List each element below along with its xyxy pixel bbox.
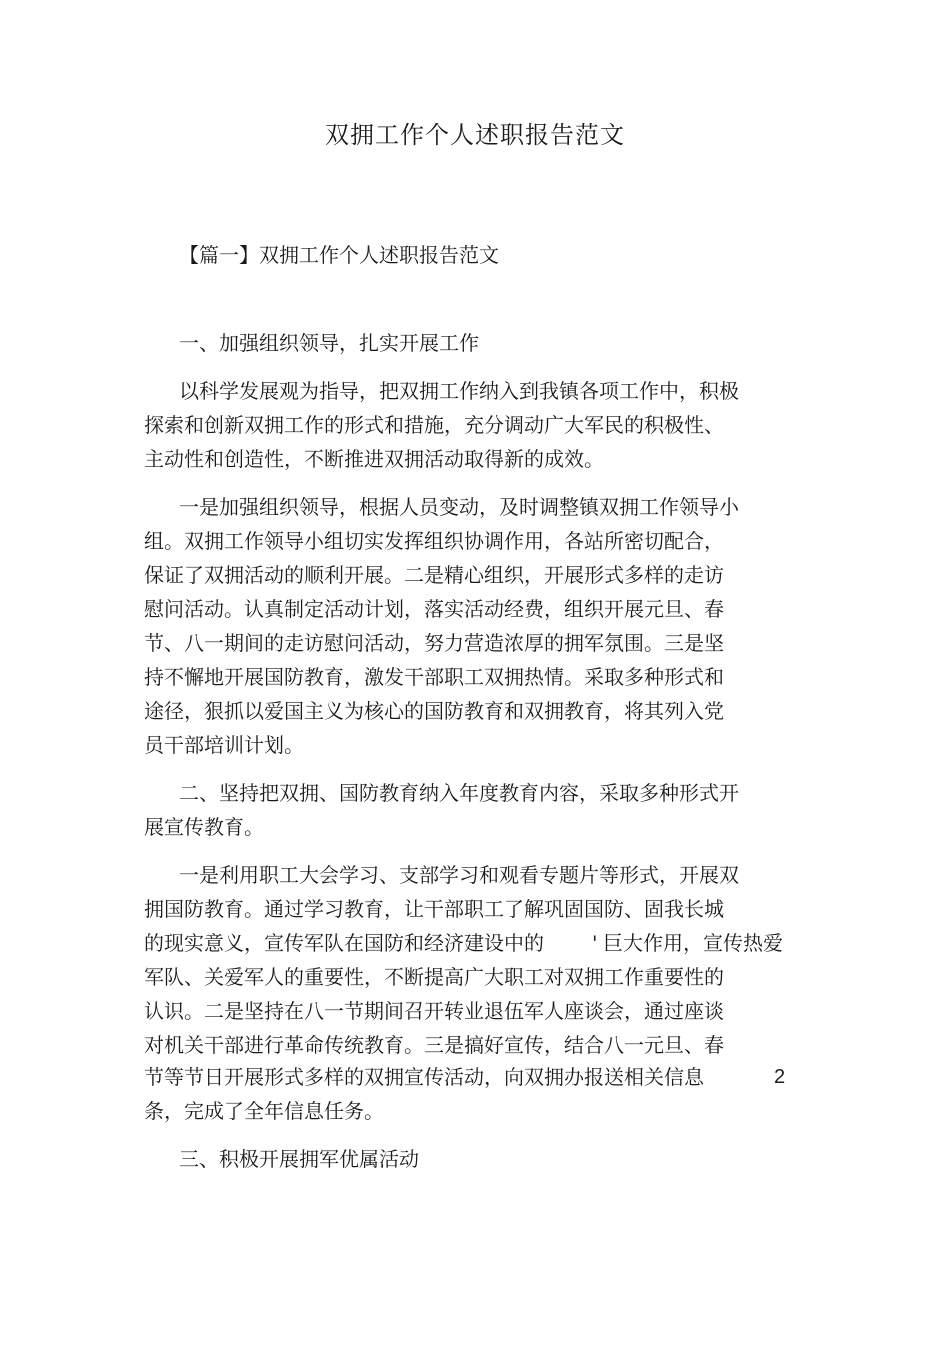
paragraph-3-line: 对机关干部进行革命传统教育。三是搞好宣传，结合八一元旦、春 — [144, 1033, 724, 1057]
section-heading: 【篇一】双拥工作个人述职报告范文 — [179, 243, 499, 267]
paragraph-3-line-continuation: 巨大作用，宣传热爱 — [603, 931, 783, 955]
paragraph-2-line: 一是加强组织领导，根据人员变动，及时调整镇双拥工作领导小 — [179, 495, 739, 519]
paragraph-1-line: 以科学发展观为指导，把双拥工作纳入到我镇各项工作中，积极 — [179, 379, 739, 403]
paragraph-2-line: 保证了双拥活动的顺利开展。二是精心组织，开展形式多样的走访 — [144, 563, 724, 587]
stray-quote-mark: ' — [592, 931, 598, 955]
paragraph-3-line: 条，完成了全年信息任务。 — [144, 1099, 384, 1123]
document-title: 双拥工作个人述职报告范文 — [325, 121, 625, 149]
info-count-number: 2 — [774, 1066, 786, 1088]
paragraph-2-line: 慰问活动。认真制定活动计划，落实活动经费，组织开展元旦、春 — [144, 597, 724, 621]
paragraph-2-line: 节、八一期间的走访慰问活动，努力营造浓厚的拥军氛围。三是坚 — [144, 631, 724, 655]
paragraph-2-line: 组。双拥工作领导小组切实发挥组织协调作用，各站所密切配合， — [144, 529, 724, 553]
paragraph-3-line: 节等节日开展形式多样的双拥宣传活动，向双拥办报送相关信息 — [144, 1065, 704, 1089]
heading-1: 一、加强组织领导，扎实开展工作 — [179, 331, 479, 355]
paragraph-2-line: 途径，狠抓以爱国主义为核心的国防教育和双拥教育，将其列入党 — [144, 699, 724, 723]
paragraph-3-line: 认识。二是坚持在八一节期间召开转业退伍军人座谈会，通过座谈 — [144, 999, 724, 1023]
heading-2-line: 展宣传教育。 — [144, 815, 264, 839]
paragraph-3-line: 一是利用职工大会学习、支部学习和观看专题片等形式，开展双 — [179, 863, 739, 887]
paragraph-2-line: 持不懈地开展国防教育，激发干部职工双拥热情。采取多种形式和 — [144, 665, 724, 689]
paragraph-1-line: 主动性和创造性，不断推进双拥活动取得新的成效。 — [144, 447, 604, 471]
heading-3: 三、积极开展拥军优属活动 — [179, 1147, 419, 1171]
heading-2-line: 二、坚持把双拥、国防教育纳入年度教育内容，采取多种形式开 — [179, 781, 739, 805]
paragraph-2-line: 员干部培训计划。 — [144, 733, 304, 757]
paragraph-1-line: 探索和创新双拥工作的形式和措施，充分调动广大军民的积极性、 — [144, 413, 724, 437]
paragraph-3-line: 军队、关爱军人的重要性，不断提高广大职工对双拥工作重要性的 — [144, 965, 724, 989]
paragraph-3-line: 拥国防教育。通过学习教育，让干部职工了解巩固国防、固我长城 — [144, 897, 724, 921]
paragraph-3-line: 的现实意义，宣传军队在国防和经济建设中的 — [144, 931, 544, 955]
